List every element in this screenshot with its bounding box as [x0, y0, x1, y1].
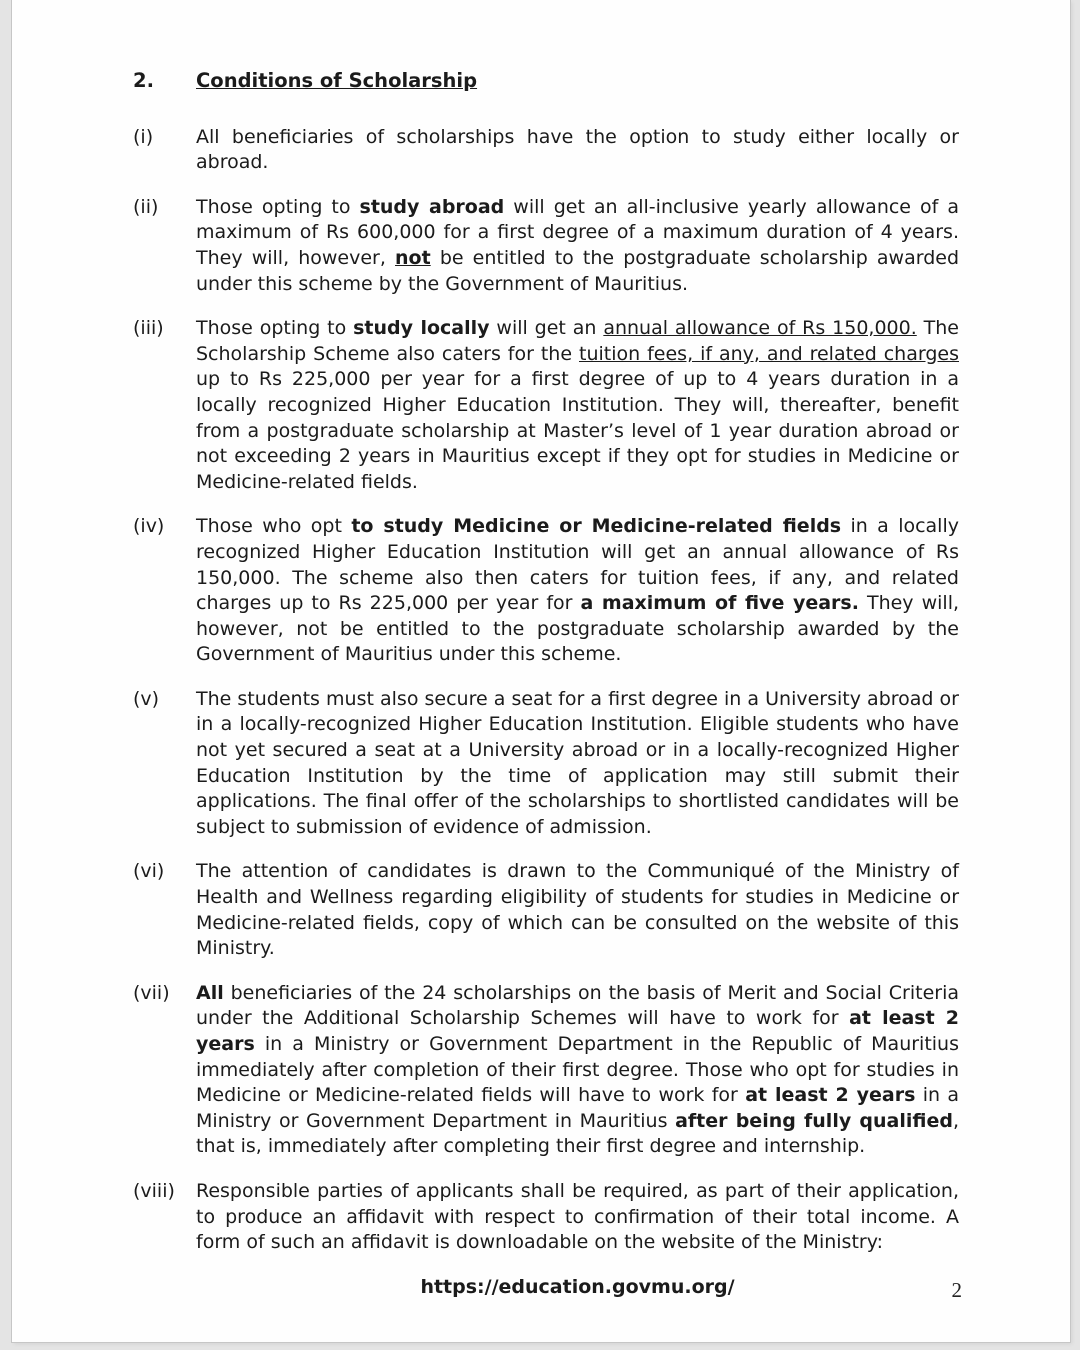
list-marker: (vi) [133, 860, 165, 883]
ministry-url-line [133, 1275, 959, 1301]
list-marker: (i) [133, 125, 154, 148]
section-title: Conditions of Scholarship [196, 69, 478, 92]
paragraph-text: Those opting to study abroad will get an all-inclusive yearly allowance of a maximum of Rs 600,000 for a first degree of a maximum duration of 4 years. They will, however, not be entitled to the postgraduate scholarship awarded under this scheme by the Government of Mauritius. [196, 195, 960, 295]
paragraph-text: https://education.govmu.org/ [420, 1275, 735, 1298]
list-item [133, 859, 959, 961]
list-marker: (iii) [133, 317, 164, 340]
list-marker: (ii) [133, 195, 159, 218]
list-item [133, 687, 959, 841]
paragraph-text: Those who opt to study Medicine or Medicine-related fields in a locally recognized Higher Education Institution will get an annual allowance of Rs 150,000. The scheme also then caters for tuition fees, if any, and related charges up to Rs 225,000 per year for a maximum of five years. They will, however, not be entitled to the postgraduate scholarship awarded by the Government of Mauritius under this scheme. [196, 515, 960, 666]
document-content [133, 68, 959, 1319]
section-heading [133, 68, 959, 94]
paragraph-text: Responsible parties of applicants shall be required, as part of their application, to produce an affidavit with respect to confirmation of their total income. A form of such an affidavit is downloadable on the website of the Ministry: [196, 1179, 959, 1254]
conditions-list [133, 125, 959, 1301]
document-page [12, 0, 1070, 1342]
list-item [133, 125, 959, 176]
list-item [133, 195, 959, 297]
paragraph-text: The students must also secure a seat for a first degree in a University abroad or in a locally-recognized Higher Education Institution. Eligible students who have not yet secured a seat at a University abroad or in a locally-recognized Higher Education Institution by the time of application may still submit their applications. The final offer of the scholarships to shortlisted candidates will be subject to submission of evidence of admission. [196, 687, 959, 838]
list-marker: (viii) [133, 1179, 175, 1202]
list-item [133, 316, 959, 495]
paragraph-text: All beneficiaries of the 24 scholarships on the basis of Merit and Social Criteria under the Additional Scholarship Schemes will have to work for at least 2 years in a Ministry or Government Department in the Republic of Mauritius immediately after completion of their first degree. Those who opt for studies in Medicine or Medicine-related fields will have to work for at least 2 years in a Ministry or Government Department in Mauritius after being fully qualified, that is, immediately after completing their first degree and internship. [196, 981, 960, 1158]
list-item [133, 1179, 959, 1256]
section-number: 2. [133, 69, 154, 92]
list-item [133, 981, 959, 1160]
paragraph-text: Those opting to study locally will get an annual allowance of Rs 150,000. The Scholarship Scheme also caters for the tuition fees, if any, and related charges up to Rs 225,000 per year for a first degree of up to 4 years duration in a locally recognized Higher Education Institution. They will, thereafter, benefit from a postgraduate scholarship at Master’s level of 1 year duration abroad or not exceeding 2 years in Mauritius except if they opt for studies in Medicine or Medicine-related fields. [196, 317, 959, 493]
page-number: 2 [951, 1278, 962, 1302]
list-marker [133, 1275, 196, 1301]
list-marker: (iv) [133, 515, 165, 538]
list-item [133, 514, 959, 668]
list-marker: (v) [133, 687, 160, 710]
list-marker: (vii) [133, 981, 170, 1004]
paragraph-text: All beneficiaries of scholarships have the option to study either locally or abroad. [196, 125, 959, 174]
paragraph-text: The attention of candidates is drawn to the Communiqué of the Ministry of Health and Wellness regarding eligibility of students for studies in Medicine or Medicine-related fields, copy of which can be consulted on the website of this Ministry. [196, 860, 959, 960]
